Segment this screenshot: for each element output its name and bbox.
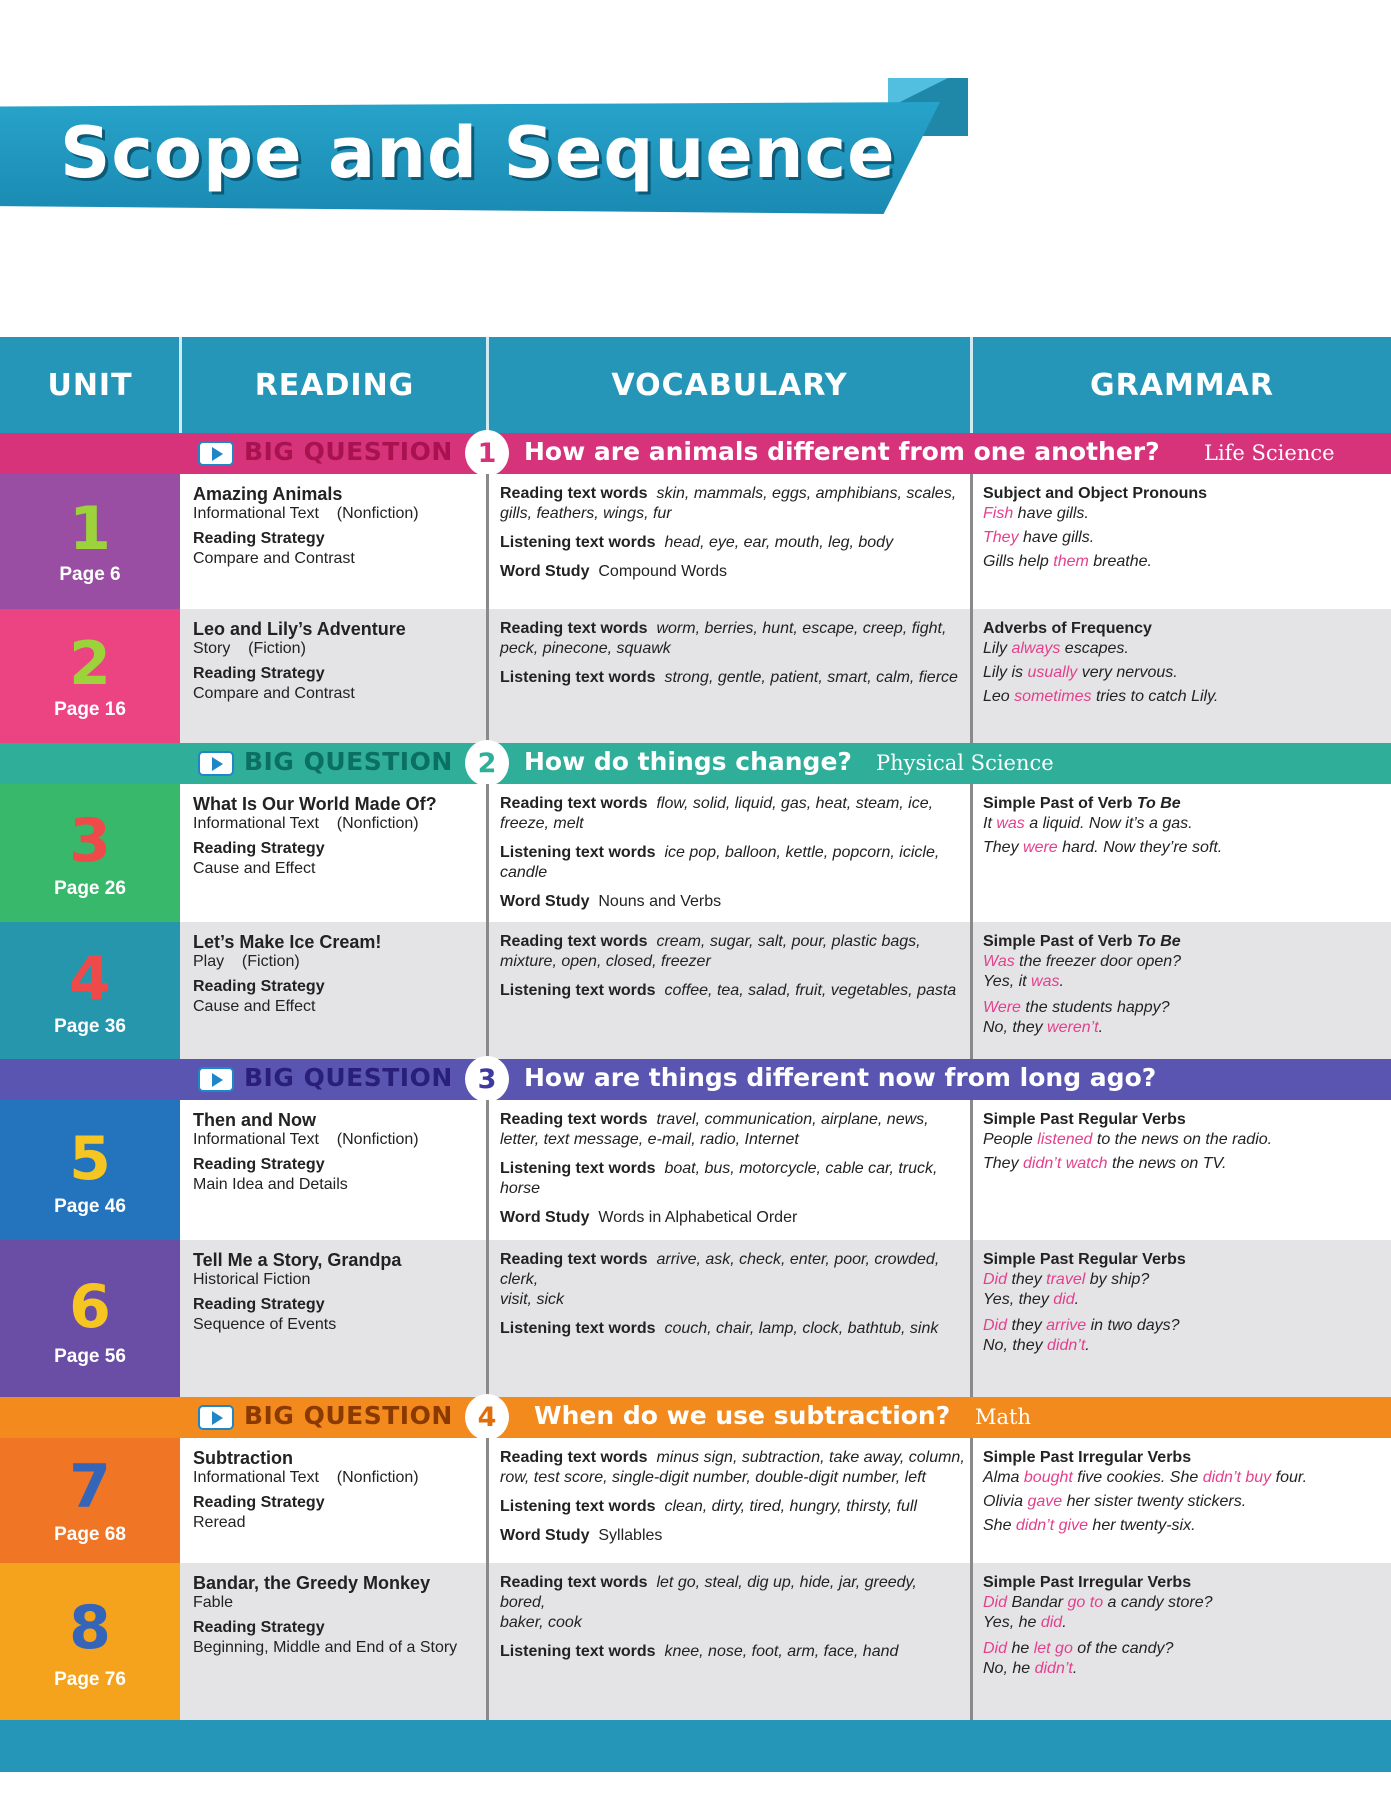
table-header [0, 337, 1391, 433]
header-unit: UNIT [47, 367, 133, 403]
grammar-text: Lily [983, 640, 1012, 657]
unit-number: 1 [69, 494, 111, 564]
column-divider [970, 1438, 973, 1563]
grammar-text: tries to catch Lily. [1091, 688, 1219, 705]
grammar-text: They [983, 839, 1024, 856]
unit-row-4 [0, 922, 1391, 1059]
column-divider [486, 784, 489, 922]
column-divider [486, 474, 489, 609]
unit-badge [0, 1100, 180, 1240]
big-question-number: 1 [465, 430, 509, 476]
grammar-example [983, 1154, 1383, 1174]
column-divider [970, 474, 973, 609]
grammar-highlight: Fish [983, 505, 1014, 522]
reading-cell: Tell Me a Story, Grandpa Historical Fiction Reading Strategy Sequence of Events [193, 1250, 402, 1333]
grammar-example [983, 952, 1383, 972]
grammar-example [983, 504, 1383, 524]
vocabulary-cell: Reading text words let go, steal, dig up, hide, jar, greedy, bored, baker, cook Listening text words knee, nose, foot, arm, face, hand [500, 1574, 917, 1660]
big-question-label: BIG QUESTION [244, 1401, 453, 1430]
header-grammar: GRAMMAR [1090, 367, 1274, 403]
video-play-icon[interactable] [198, 751, 234, 776]
grammar-example [983, 1290, 1383, 1310]
unit-number: 6 [69, 1272, 111, 1342]
grammar-cell: Simple Past of Verb To Be Was the freezer door open? Yes, it was. Were the students happy? No, they weren’t. [983, 932, 1383, 1038]
reading-genre: Informational Text (Nonfiction) [193, 505, 419, 522]
unit-badge [0, 474, 180, 609]
grammar-highlight: weren’t [1047, 1019, 1099, 1036]
big-question-label: BIG QUESTION [244, 437, 453, 466]
grammar-text: Bandar [1007, 1594, 1068, 1611]
unit-number: 4 [69, 944, 111, 1014]
unit-page-link[interactable]: Page 68 [54, 1524, 126, 1545]
grammar-highlight: always [1011, 640, 1061, 657]
unit-number: 3 [69, 806, 111, 876]
grammar-text: They [983, 1155, 1024, 1172]
unit-page-link[interactable]: Page 56 [54, 1346, 126, 1367]
grammar-highlight: let go [1033, 1640, 1073, 1657]
grammar-text: It [983, 815, 997, 832]
vocabulary-cell: Reading text words skin, mammals, eggs, amphibians, scales, gills, feathers, wings, fur Listening text words head, eye, ear, mouth, leg, body Word Study Compound Words [500, 485, 957, 580]
grammar-example [983, 1613, 1383, 1633]
big-question-text: How are animals different from one another? [524, 437, 1160, 466]
big-question-subject: Life Science [1204, 441, 1335, 465]
grammar-text: Yes, they [983, 1291, 1054, 1308]
grammar-text: very nervous. [1077, 664, 1178, 681]
grammar-example [983, 1659, 1383, 1679]
unit-number: 7 [69, 1452, 111, 1522]
reading-cell: Let’s Make Ice Cream! Play (Fiction) Reading Strategy Cause and Effect [193, 932, 382, 1015]
unit-badge [0, 1563, 180, 1720]
unit-row-6 [0, 1240, 1391, 1397]
footer-band [0, 1720, 1391, 1772]
grammar-example [983, 552, 1383, 572]
column-divider [970, 1563, 973, 1720]
unit-row-3 [0, 784, 1391, 922]
grammar-example [983, 528, 1383, 548]
big-question-2-bar [0, 743, 1391, 784]
grammar-highlight: were [1023, 839, 1058, 856]
grammar-highlight: travel [1046, 1271, 1086, 1288]
grammar-example [983, 687, 1383, 707]
grammar-text: in two days? [1086, 1317, 1180, 1334]
grammar-text: a liquid. Now it’s a gas. [1024, 815, 1193, 832]
grammar-highlight: sometimes [1014, 688, 1092, 705]
reading-cell: What Is Our World Made Of? Informational Text (Nonfiction) Reading Strategy Cause and Effect [193, 794, 437, 877]
big-question-number: 4 [465, 1394, 509, 1440]
unit-row-7 [0, 1438, 1391, 1563]
unit-badge [0, 1438, 180, 1563]
unit-page-link[interactable]: Page 16 [54, 699, 126, 720]
header-vocabulary: VOCABULARY [611, 367, 848, 403]
grammar-text: Yes, it [983, 973, 1032, 990]
grammar-highlight: didn’t give [1015, 1517, 1088, 1534]
unit-page-link[interactable]: Page 76 [54, 1669, 126, 1690]
unit-page-link[interactable]: Page 6 [59, 564, 121, 585]
vocabulary-cell: Reading text words travel, communication, airplane, news, letter, text message, e-mail, radio, Internet Listening text words boat, bus, motorcycle, cable car, truck, horse Word Study Words in Alphabetical Order [500, 1111, 938, 1226]
unit-page-link[interactable]: Page 26 [54, 878, 126, 899]
unit-page-link[interactable]: Page 36 [54, 1016, 126, 1037]
grammar-text: Gills help [983, 553, 1054, 570]
unit-row-8 [0, 1563, 1391, 1720]
grammar-text: Lily is [983, 664, 1028, 681]
grammar-text: No, they [983, 1019, 1048, 1036]
grammar-text: the news on TV. [1107, 1155, 1227, 1172]
grammar-cell [983, 484, 1383, 572]
grammar-highlight: was [1031, 973, 1060, 990]
grammar-example [983, 1492, 1388, 1512]
column-divider [486, 1240, 489, 1397]
unit-row-2 [0, 609, 1391, 743]
unit-row-5 [0, 1100, 1391, 1240]
reading-title: Amazing Animals [193, 484, 343, 504]
unit-page-link[interactable]: Page 46 [54, 1196, 126, 1217]
grammar-text: . [1072, 1660, 1078, 1677]
grammar-text: five cookies. She [1072, 1469, 1203, 1486]
unit-number: 2 [69, 629, 111, 699]
grammar-cell: Simple Past Irregular Verbs Alma bought five cookies. She didn’t buy four. Olivia gave her sister twenty stickers. She didn’t give her twenty-six. [983, 1448, 1388, 1536]
grammar-text: Alma [983, 1469, 1024, 1486]
grammar-example [983, 1130, 1383, 1150]
grammar-cell: Simple Past Regular Verbs People listened to the news on the radio. They didn’t watch the news on TV. [983, 1110, 1383, 1174]
grammar-highlight: gave [1027, 1493, 1063, 1510]
grammar-example [983, 663, 1383, 683]
grammar-text: hard. Now they’re soft. [1057, 839, 1223, 856]
grammar-examples [983, 1593, 1383, 1679]
big-question-subject: Math [975, 1405, 1031, 1429]
grammar-example [983, 1270, 1383, 1290]
grammar-highlight: didn’t [1034, 1660, 1073, 1677]
grammar-text: escapes. [1060, 640, 1129, 657]
grammar-example [983, 972, 1383, 992]
vocabulary-cell: Reading text words arrive, ask, check, enter, poor, crowded, clerk, visit, sick Listening text words couch, chair, lamp, clock, bathtub, sink [500, 1251, 940, 1337]
grammar-highlight: They [983, 529, 1019, 546]
unit-row-1 [0, 474, 1391, 609]
grammar-text: by ship? [1085, 1271, 1150, 1288]
grammar-example [983, 1639, 1383, 1659]
grammar-highlight: didn’t buy [1202, 1469, 1272, 1486]
big-question-number: 2 [465, 740, 509, 786]
big-question-subject: Physical Science [876, 751, 1054, 775]
vocabulary-cell: Reading text words flow, solid, liquid, gas, heat, steam, ice, freeze, melt Listening text words ice pop, balloon, kettle, popcorn, icicle, candle Word Study Nouns and Verbs [500, 795, 940, 910]
big-question-text: When do we use subtraction? [534, 1401, 951, 1430]
big-question-1-bar [0, 433, 1391, 474]
column-divider [970, 784, 973, 922]
grammar-highlight: arrive [1046, 1317, 1087, 1334]
grammar-highlight: Did [983, 1594, 1008, 1611]
page-title: Scope and Sequence [60, 112, 896, 194]
grammar-cell: Simple Past Regular Verbs Did they travel by ship? Yes, they did. Did they arrive in two days? No, they didn’t. [983, 1250, 1383, 1356]
grammar-text: No, they [983, 1337, 1048, 1354]
grammar-example [983, 814, 1383, 834]
reading-cell [193, 484, 483, 569]
vocabulary-cell: Reading text words worm, berries, hunt, escape, creep, fight, peck, pinecone, squawk Listening text words strong, gentle, patient, smart, calm, fierce [500, 620, 958, 686]
grammar-examples [983, 504, 1383, 572]
grammar-text: to the news on the radio. [1092, 1131, 1273, 1148]
grammar-example [983, 1468, 1388, 1488]
grammar-highlight: usually [1027, 664, 1078, 681]
grammar-highlight: go to [1067, 1594, 1104, 1611]
video-play-icon[interactable] [198, 441, 234, 466]
grammar-text: People [983, 1131, 1038, 1148]
grammar-cell: Adverbs of Frequency Lily always escapes. Lily is usually very nervous. Leo sometimes tries to catch Lily. [983, 619, 1383, 707]
grammar-text: have gills. [1013, 505, 1089, 522]
grammar-highlight: Did [983, 1317, 1008, 1334]
column-divider [970, 1100, 973, 1240]
grammar-cell: Simple Past of Verb To Be It was a liquid. Now it’s a gas. They were hard. Now they’re soft. [983, 794, 1383, 858]
reading-cell: Then and Now Informational Text (Nonfiction) Reading Strategy Main Idea and Details [193, 1110, 419, 1193]
grammar-examples [983, 1130, 1383, 1174]
reading-strategy-label: Reading Strategy [193, 530, 325, 547]
unit-badge [0, 922, 180, 1059]
column-divider [486, 1100, 489, 1240]
grammar-example [983, 1593, 1383, 1613]
grammar-cell: Simple Past Irregular Verbs Did Bandar go to a candy store? Yes, he did. Did he let go of the candy? No, he didn’t. [983, 1573, 1383, 1679]
reading-cell: Bandar, the Greedy Monkey Fable Reading Strategy Beginning, Middle and End of a Story [193, 1573, 458, 1656]
grammar-text: her twenty-six. [1087, 1517, 1196, 1534]
grammar-text: Leo [983, 688, 1015, 705]
big-question-text: How are things different now from long ago? [524, 1063, 1157, 1092]
column-divider [970, 1240, 973, 1397]
grammar-text: . [1098, 1019, 1104, 1036]
grammar-highlight: listened [1037, 1131, 1093, 1148]
unit-number: 5 [69, 1124, 111, 1194]
grammar-text: . [1059, 973, 1064, 990]
grammar-examples [983, 952, 1383, 1038]
column-divider [486, 922, 489, 1059]
grammar-highlight: did [1053, 1291, 1075, 1308]
grammar-examples [983, 639, 1383, 707]
grammar-example [983, 639, 1383, 659]
unit-badge [0, 609, 180, 743]
video-play-icon[interactable] [198, 1067, 234, 1092]
big-question-3-bar [0, 1059, 1391, 1100]
column-divider [970, 609, 973, 743]
grammar-text: . [1085, 1337, 1090, 1354]
grammar-examples [983, 1468, 1388, 1536]
grammar-text: her sister twenty stickers. [1062, 1493, 1247, 1510]
unit-number: 8 [69, 1593, 111, 1663]
grammar-highlight: did [1040, 1614, 1063, 1631]
grammar-example [983, 1336, 1383, 1356]
grammar-highlight: was [996, 815, 1025, 832]
grammar-text: . [1062, 1614, 1067, 1631]
reading-cell: Leo and Lily’s Adventure Story (Fiction) Reading Strategy Compare and Contrast [193, 619, 406, 702]
grammar-text: She [983, 1517, 1016, 1534]
grammar-highlight: didn’t [1047, 1337, 1086, 1354]
grammar-text: the freezer door open? [1014, 953, 1182, 970]
grammar-text: Olivia [983, 1493, 1028, 1510]
grammar-text: they [1007, 1271, 1047, 1288]
unit-badge [0, 784, 180, 922]
grammar-highlight: Did [983, 1640, 1008, 1657]
grammar-example [983, 998, 1383, 1018]
grammar-highlight: Did [983, 1271, 1008, 1288]
unit-badge [0, 1240, 180, 1397]
video-play-icon[interactable] [198, 1405, 234, 1430]
grammar-highlight: them [1053, 553, 1089, 570]
grammar-example [983, 1516, 1388, 1536]
grammar-examples [983, 814, 1383, 858]
grammar-highlight: didn’t watch [1023, 1155, 1108, 1172]
grammar-text: he [1007, 1640, 1034, 1657]
big-question-number: 3 [465, 1056, 509, 1102]
grammar-text: four. [1271, 1469, 1308, 1486]
grammar-text: of the candy? [1072, 1640, 1174, 1657]
grammar-text: a candy store? [1103, 1594, 1213, 1611]
column-divider [486, 1563, 489, 1720]
grammar-text: the students happy? [1020, 999, 1170, 1016]
vocabulary-cell: Reading text words cream, sugar, salt, pour, plastic bags, mixture, open, closed, freezer Listening text words coffee, tea, salad, fruit, vegetables, pasta [500, 933, 957, 999]
reading-strategy: Compare and Contrast [193, 550, 355, 567]
column-divider [486, 609, 489, 743]
grammar-text: . [1074, 1291, 1080, 1308]
grammar-text: No, he [983, 1660, 1035, 1677]
grammar-text: they [1007, 1317, 1047, 1334]
grammar-highlight: Was [983, 953, 1015, 970]
grammar-text: Yes, he [983, 1614, 1041, 1631]
vocabulary-cell: Reading text words minus sign, subtraction, take away, column, row, test score, single-digit number, double-digit number, left Listening text words clean, dirty, tired, hungry, thirsty, full Word Study Syllables [500, 1449, 965, 1544]
big-question-label: BIG QUESTION [244, 747, 453, 776]
grammar-example [983, 1018, 1383, 1038]
grammar-highlight: bought [1023, 1469, 1073, 1486]
grammar-example [983, 1316, 1383, 1336]
column-divider [486, 1438, 489, 1563]
grammar-text: breathe. [1088, 553, 1152, 570]
grammar-text: have gills. [1018, 529, 1095, 546]
header-reading: READING [254, 367, 415, 403]
grammar-example [983, 838, 1383, 858]
big-question-4-bar [0, 1397, 1391, 1438]
grammar-title: Subject and Object Pronouns [983, 485, 1208, 502]
grammar-highlight: Were [983, 999, 1021, 1016]
column-divider [970, 922, 973, 1059]
big-question-text: How do things change? [524, 747, 852, 776]
grammar-examples [983, 1270, 1383, 1356]
big-question-label: BIG QUESTION [244, 1063, 453, 1092]
reading-cell: Subtraction Informational Text (Nonfiction) Reading Strategy Reread [193, 1448, 419, 1531]
